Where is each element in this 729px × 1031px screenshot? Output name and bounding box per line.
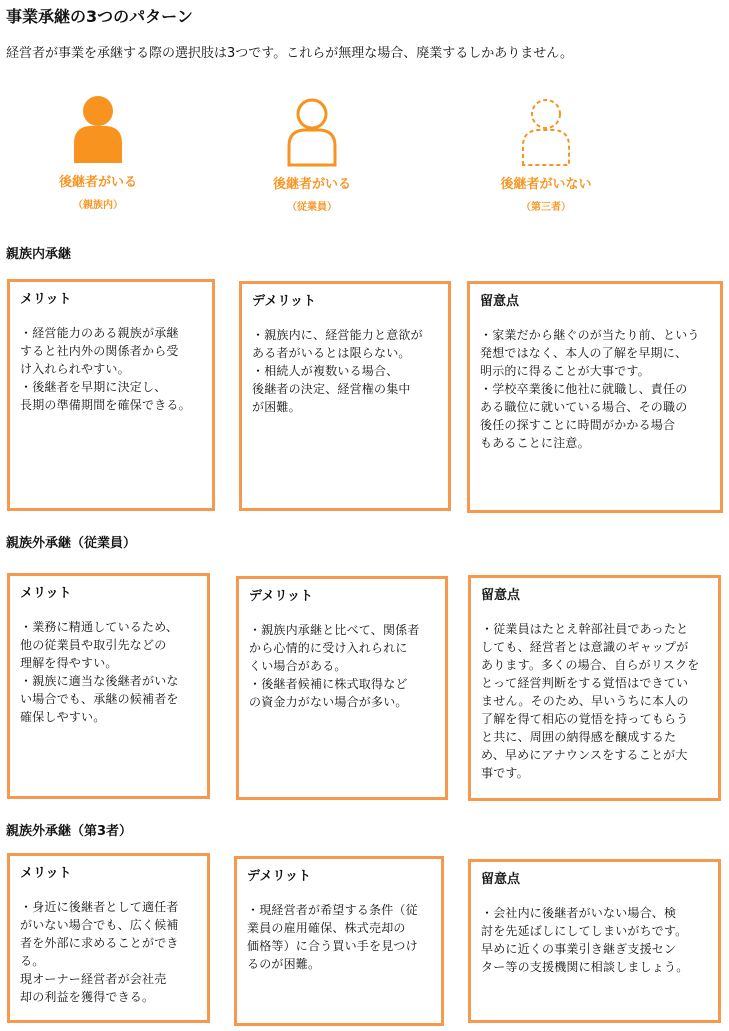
card-body: ・身近に後継者として適任者 がいない場合でも、広く候補 者を外部に求めることができ る。 現オーナー経営者が会社売 却の利益を獲得できる。 [20, 900, 179, 1004]
person-solid-icon [72, 95, 124, 165]
person-dashed-icon [520, 97, 572, 167]
page-subtitle: 経営者が事業を承継する際の選択肢は3つです。これらが無理な場合、廃業するしかありません。 [6, 46, 574, 61]
card-body: ・家業だから継ぐのが当たり前、という 発想ではなく、本人の了解を早期に、 明示的に得ることが大事です。 ・学校卒業後に他社に就職し、責任の ある職位に就いている場合、その職の 後任の探すことに時間がかかる場合 もあることに注意。 [480, 328, 700, 450]
card-body: ・従業員はたとえ幹部社員であったと しても、経営者とは意識のギャップが あります。多くの場合、自らがリスクを とって経営判断をする覚悟はできてい ません。そのため、早いうちに本人の 了解を得て相応の覚悟を持ってもらう と共に、周囲の納得感を醸成するた め、早めにアナウンスをすることが大 事です。 [481, 622, 700, 780]
merit-card [7, 853, 210, 1023]
demerit-card [239, 281, 451, 511]
card-body: ・業務に精通しているため、 他の従業員や取引先などの 理解を得やすい。 ・親族に適当な後継者がいな い場合でも、承継の候補者を 確保しやすい。 [20, 620, 179, 724]
card-body: ・親族内承継と比べて、関係者 から心情的に受け入れられに くい場合がある。 ・後継者候補に株式取得など の資金力がない場合が多い。 [249, 623, 420, 709]
card-title: 留意点 [481, 872, 521, 887]
card-title: デメリット [249, 589, 313, 604]
card-title: デメリット [247, 869, 311, 884]
card-title: メリット [20, 586, 72, 601]
demerit-card [236, 576, 448, 800]
note-card [468, 575, 721, 801]
pattern-third-party [466, 97, 626, 213]
demerit-card [234, 856, 444, 1026]
merit-card [7, 279, 215, 511]
card-body: ・経営能力のある親族が承継 すると社内外の関係者から受 け入れられやすい。 ・後継者を早期に決定し、 長期の準備期間を確保できる。 [20, 326, 191, 412]
pattern-label: 後継者がいる [58, 175, 137, 190]
card-body: ・親族内に、経営能力と意欲が ある者がいるとは限らない。 ・相続人が複数いる場合、 後継者の決定、経営権の集中 が困難。 [252, 328, 423, 414]
page-title: 事業承継の3つのパターン [6, 7, 193, 26]
pattern-sub: （親族内） [73, 200, 123, 211]
pattern-employee [232, 97, 392, 213]
person-outline-icon [286, 97, 338, 167]
section-heading-relative: 親族内承継 [6, 247, 72, 262]
card-body: ・会社内に後継者がいない場合、検 討を先延ばしにしてしまいがちです。 早めに近くの事業引き継ぎ支援セン ター等の支援機関に相談しましょう。 [481, 906, 689, 974]
card-title: 留意点 [480, 294, 520, 309]
card-title: 留意点 [481, 588, 521, 603]
pattern-relative [18, 95, 178, 211]
pattern-label: 後継者がいない [500, 177, 592, 192]
merit-card [7, 573, 210, 799]
note-card [467, 281, 723, 513]
section-heading-employee: 親族外承継（従業員） [6, 536, 137, 551]
card-title: デメリット [252, 294, 316, 309]
pattern-label: 後継者がいる [272, 177, 351, 192]
section-heading-third-party: 親族外承継（第3者） [6, 824, 133, 839]
card-title: メリット [20, 866, 72, 881]
card-body: ・現経営者が希望する条件（従 業員の雇用確保、株式売却の 価格等）に合う買い手を見つけ るのが困難。 [247, 903, 418, 971]
pattern-sub: （従業員） [287, 202, 337, 213]
pattern-sub: （第三者） [521, 202, 571, 213]
note-card [468, 859, 721, 1023]
card-title: メリット [20, 292, 72, 307]
